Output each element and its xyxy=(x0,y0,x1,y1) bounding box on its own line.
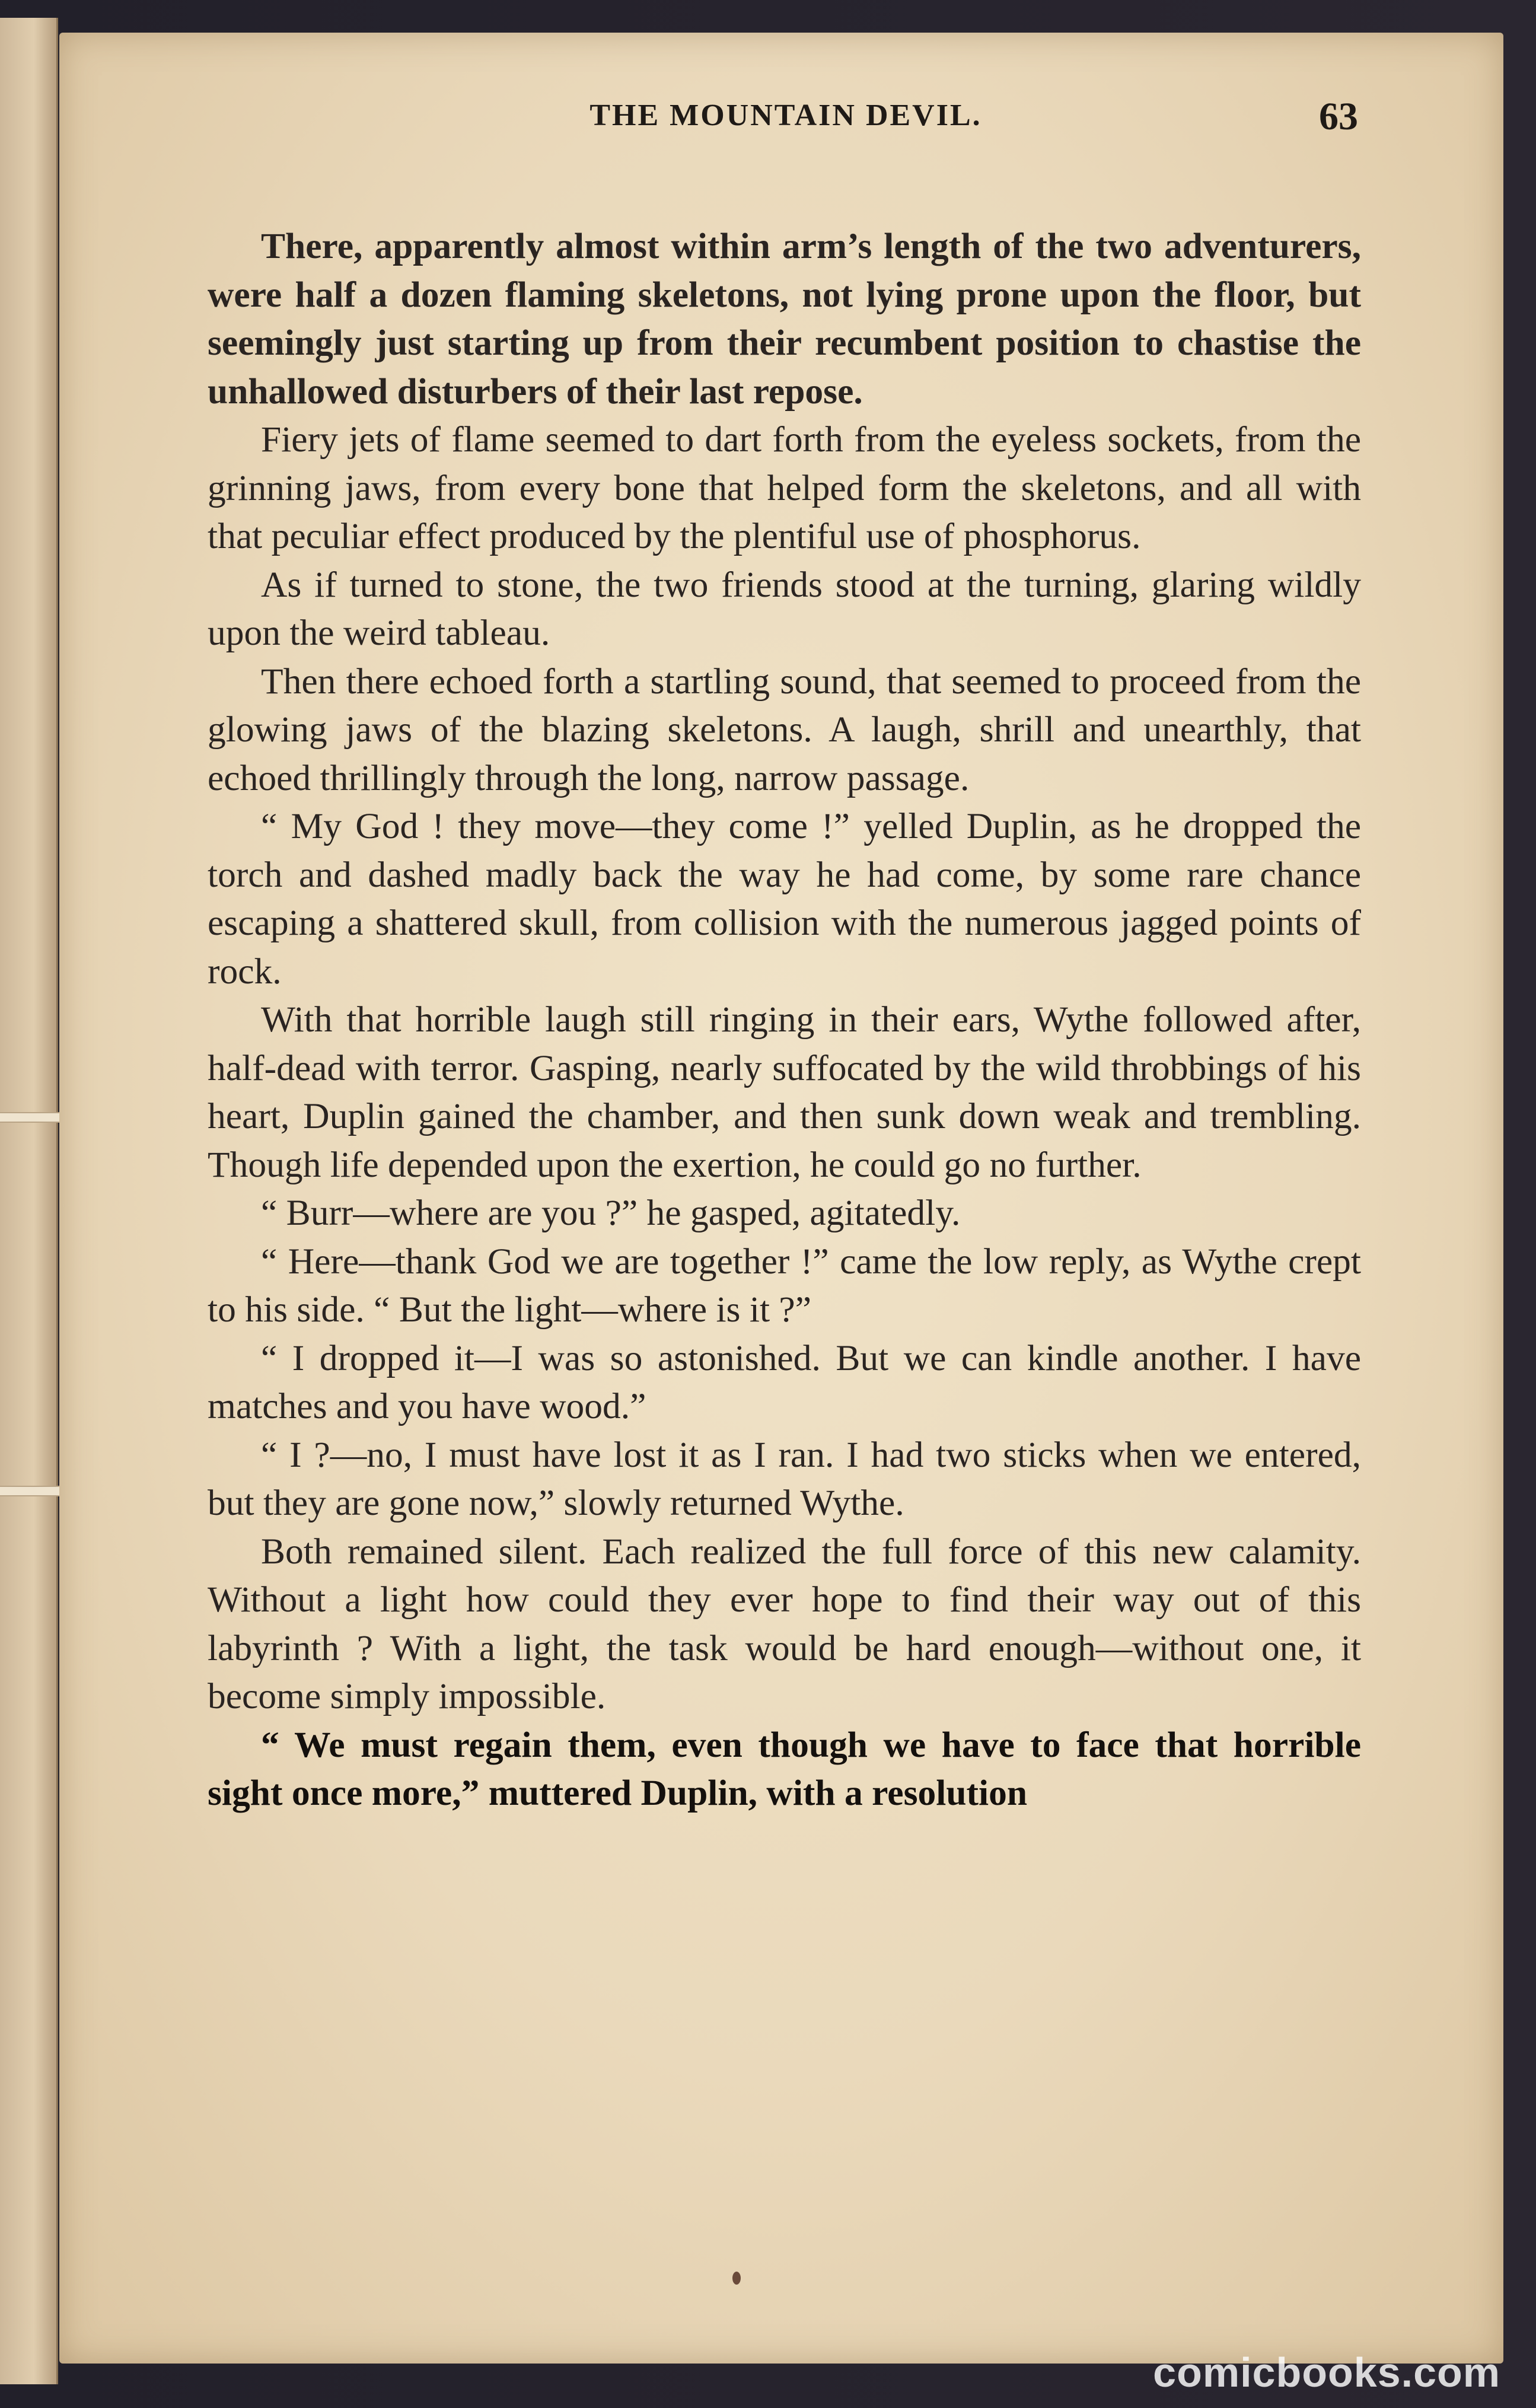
paragraph: “ My God ! they move—they come !” yelled Duplin, as he dropped the torch and dashed madly back the way he had come, by some rare chance escaping a shattered skull, from collision with the numerous jagged points of rock. xyxy=(208,806,1361,992)
paragraph: Fiery jets of flame seemed to dart forth from the eyeless sockets, from the grinning jaws, from every bone that helped form the skeletons, and all with that peculiar effect produced by the plentiful use of phosphorus. xyxy=(208,419,1361,556)
paragraph: “ Here—thank God we are together !” came the low reply, as Wythe crept to his side. “ But the light—where is it ?” xyxy=(208,1241,1361,1330)
adjacent-page-edge xyxy=(0,18,58,2384)
paragraph: With that horrible laugh still ringing in their ears, Wythe followed after, half-dead with terror. Gasping, nearly suffocated by the wild throbbings of his heart, Duplin gained the chamber, and then sunk down weak and trembling. Though life depended upon the exertion, he could go no further. xyxy=(208,999,1361,1185)
paragraph: There, apparently almost within arm’s length of the two adventurers, were half a dozen flaming skeletons, not lying prone upon the floor, but seemingly just starting up from their recumbent position to chastise the unhallowed disturbers of their last repose. xyxy=(208,226,1361,412)
site-watermark: comicbooks.com xyxy=(1153,2349,1500,2396)
body-text xyxy=(208,222,1361,2180)
paragraph: As if turned to stone, the two friends stood at the turning, glaring wildly upon the weird tableau. xyxy=(208,564,1361,653)
paragraph: “ Burr—where are you ?” he gasped, agitatedly. xyxy=(261,1193,961,1233)
paragraph: Both remained silent. Each realized the full force of this new calamity. Without a light how could they ever hope to find their way out of this labyrinth ? With a light, the task would be hard enough—without one, it become simply impossible. xyxy=(208,1531,1361,1716)
running-head: THE MOUNTAIN DEVIL. xyxy=(589,98,982,132)
paragraph-continued: “ We must regain them, even though we have to face that horrible sight once more,” muttered Duplin, with a resolution xyxy=(208,1724,1361,1813)
page-header xyxy=(172,95,1358,151)
paragraph: Then there echoed forth a startling sound, that seemed to proceed from the glowing jaws of the blazing skeletons. A laugh, shrill and unearthly, that echoed thrillingly through the long, narrow passage. xyxy=(208,661,1361,798)
page-number: 63 xyxy=(1319,95,1358,138)
ink-speck xyxy=(732,2272,741,2285)
paragraph: “ I dropped it—I was so astonished. But we can kindle another. I have matches and you have wood.” xyxy=(208,1337,1361,1426)
paragraph: “ I ?—no, I must have lost it as I ran. I had two sticks when we entered, but they are gone now,” slowly returned Wythe. xyxy=(208,1434,1361,1523)
